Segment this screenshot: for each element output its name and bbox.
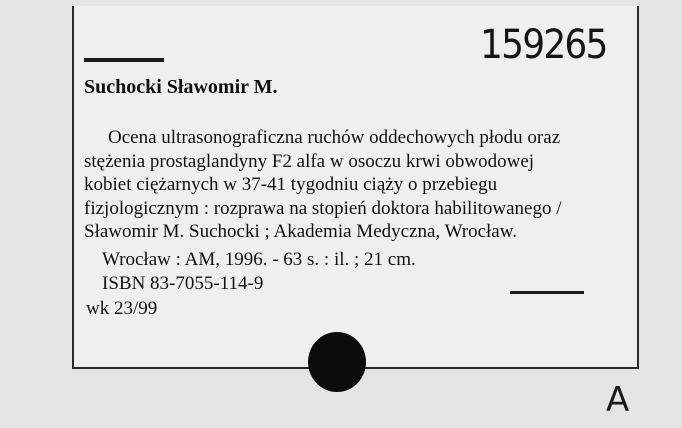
shelf-mark: wk 23/99 bbox=[86, 298, 158, 319]
accession-number: 159265 bbox=[480, 22, 607, 68]
corner-letter: A bbox=[606, 380, 630, 420]
description-line: Sławomir M. Suchocki ; Akademia Medyczna, Wrocław. bbox=[84, 221, 517, 242]
punch-hole bbox=[308, 332, 366, 392]
description-line: Ocena ultrasonograficzna ruchów oddechowych płodu oraz bbox=[108, 127, 561, 148]
author-heading: Suchocki Sławomir M. bbox=[84, 76, 278, 98]
description-line: stężenia prostaglandyny F2 alfa w osoczu krwi obwodowej bbox=[84, 150, 535, 172]
description-line: kobiet ciężarnych w 37-41 tygodniu ciąży o przebiegu bbox=[84, 174, 498, 195]
isbn-line: ISBN 83-7055-114-9 bbox=[102, 272, 264, 294]
right-rule bbox=[510, 291, 584, 294]
title-description bbox=[84, 126, 632, 244]
top-rule bbox=[84, 58, 164, 62]
imprint-block bbox=[102, 248, 416, 295]
imprint-line: Wrocław : AM, 1996. - 63 s. : il. ; 21 cm. bbox=[102, 249, 416, 270]
description-line: fizjologicznym : rozprawa na stopień doktora habilitowanego / bbox=[84, 197, 562, 219]
